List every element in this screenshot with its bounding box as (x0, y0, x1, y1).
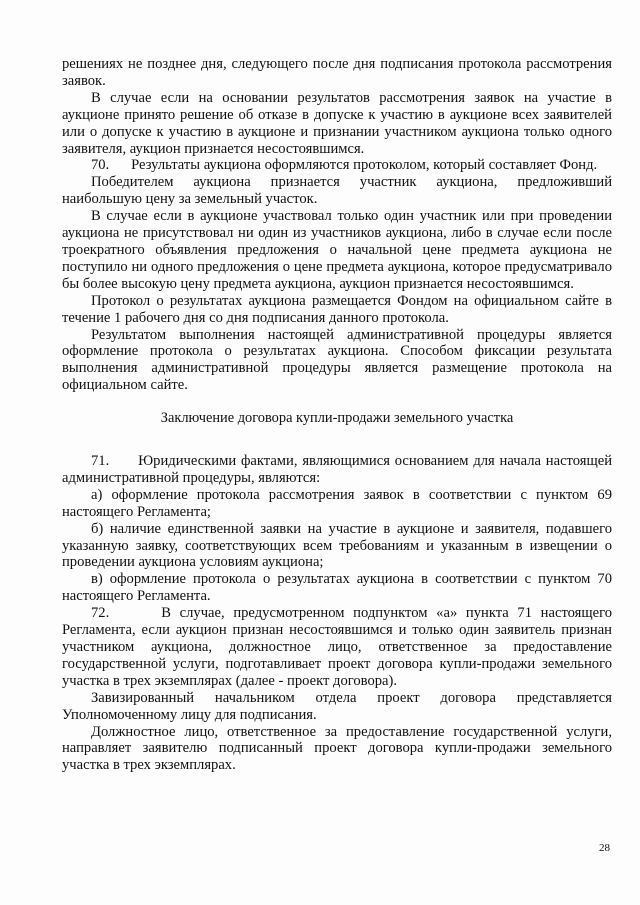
paragraph: Протокол о результатах аукциона размещается Фондом на официальном сайте в течение 1 рабочего дня со дня подписания данного протокола. (62, 292, 612, 326)
list-item-v: в) оформление протокола о результатах аукциона в соответствии с пунктом 70 настоящего Регламента. (62, 571, 612, 605)
document-body (62, 56, 616, 774)
page-number: 28 (599, 842, 610, 854)
paragraph: В случае если в аукционе участвовал только один участник или при проведении аукциона не присутствовал ни один из участников аукциона, либо в случае если после троекратного объявления предложения о начальной цене предмета аукциона не поступило ни одного предложения о цене предмета аукциона, которое предусматривало бы более высокую цену предмета аукциона, аукцион признается несостоявшимся. (62, 208, 612, 292)
paragraph: В случае если на основании результатов рассмотрения заявок на участие в аукционе принято решение об отказе в допуске к участию в аукционе всех заявителей или о допуске к участию в аукционе и признании участником аукциона только одного заявителя, аукцион признается несостоявшимся. (62, 89, 612, 157)
paragraph: Завизированный начальником отдела проект договора представляется Уполномоченному лицу для подписания. (62, 689, 612, 723)
paragraph: решениях не позднее дня, следующего после дня подписания протокола рассмотрения заявок. (62, 56, 612, 89)
list-item-b: б) наличие единственной заявки на участие в аукционе и заявителя, подавшего указанную заявку, соответствующих всем требованиям и указанным в извещении о проведении аукциона условиям аукциона; (62, 520, 612, 571)
paragraph: Результатом выполнения настоящей административной процедуры является оформление протокола о результатах аукциона. Способом фиксации результата выполнения административной процедуры является размещение протокола на официальном сайте. (62, 326, 612, 394)
list-item-a: а) оформление протокола рассмотрения заявок в соответствии с пунктом 69 настоящего Регламента; (62, 486, 612, 520)
paragraph-70: 70. Результаты аукциона оформляются протоколом, который составляет Фонд. (91, 157, 598, 174)
paragraph: Победителем аукциона признается участник аукциона, предложивший наибольшую цену за земельный участок. (62, 174, 612, 208)
paragraph-72: 72. В случае, предусмотренном подпунктом «а» пункта 71 настоящего Регламента, если аукцион признан несостоявшимся и только один заявитель признан участником аукциона, должностное лицо, ответственное за предоставление государственной услуги, подготавливает проект договора купли-продажи земельного участка в трех экземплярах (далее - проект договора). (62, 605, 616, 689)
paragraph: Должностное лицо, ответственное за предоставление государственной услуги, направляет заявителю подписанный проект договора купли-продажи земельного участка в трех экземплярах. (62, 723, 612, 774)
paragraph-71: 71. Юридическими фактами, являющимися основанием для начала настоящей административной процедуры, являются: (62, 453, 616, 486)
section-heading: Заключение договора купли-продажи земельного участка (160, 410, 514, 427)
